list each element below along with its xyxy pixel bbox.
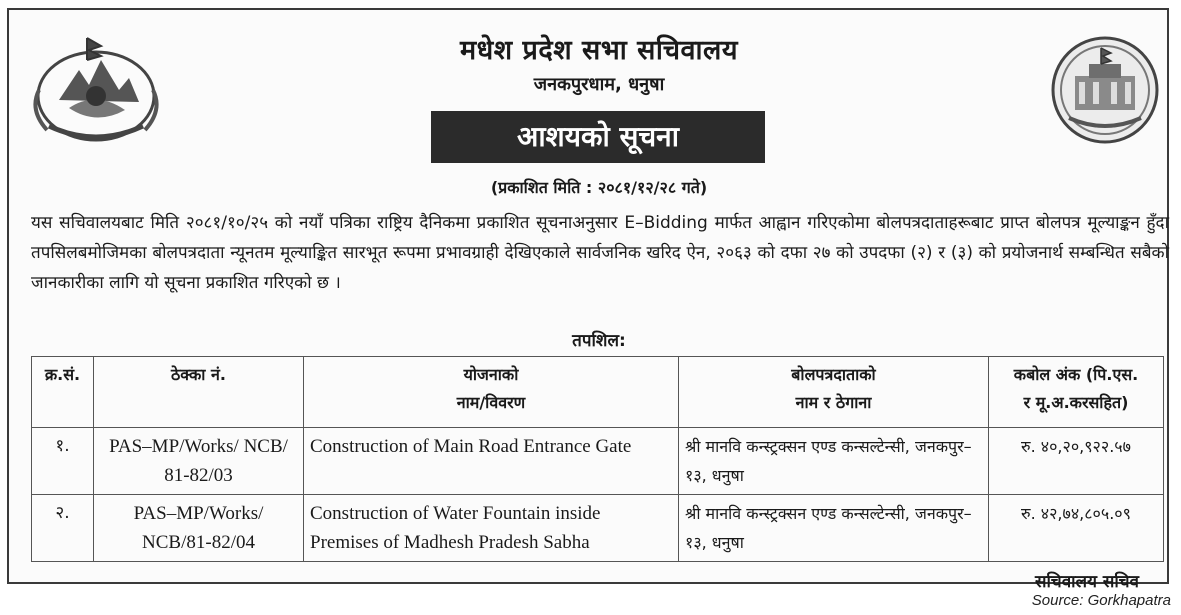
- cell-contract-no: PAS–MP/Works/ NCB/81-82/04: [94, 495, 304, 562]
- nepal-emblem-icon: [29, 30, 163, 148]
- table-header-row: [32, 357, 1164, 428]
- cell-project: Construction of Water Fountain inside Premises of Madhesh Pradesh Sabha: [304, 495, 679, 562]
- published-date: (प्रकाशित मिति : २०८१/१२/२८ गते): [490, 178, 708, 197]
- header-amount-line1: कबोल अंक (पि.एस.: [1013, 365, 1139, 384]
- header-amount-line2: र मू.अ.करसहित): [1023, 393, 1129, 412]
- table-row: [32, 495, 1164, 562]
- notice-body: [31, 208, 1169, 298]
- notice-paragraph: यस सचिवालयबाट मिति २०८१/१०/२५ को नयाँ पत्रिका राष्ट्रिय दैनिकमा प्रकाशित सूचनाअनुसार E–Bidding मार्फत आह्वान गरिएकोमा बोलपत्रदाताहरूबाट प्राप्त बोलपत्र मूल्याङ्कन हुँदा तपसिलबमोजिमका बोलपत्रदाता न्यूनतम मूल्याङ्कित सारभूत रूपमा प्रभावग्राही देखिएकाले सार्वजनिक खरिद ऐन, २०६३ को दफा २७ को उपदफा (२) र (३) को प्रयोजनार्थ सम्बन्धित सबैको जानकारीका लागि यो सूचना प्रकाशित गरिएको छ ।: [31, 213, 1169, 293]
- provincial-assembly-emblem-icon: [1049, 34, 1161, 146]
- cell-contract-no: PAS–MP/Works/ NCB/ 81-82/03: [94, 428, 304, 495]
- header-project-line1: योजनाको: [463, 365, 519, 384]
- cell-bidder: श्री मानवि कन्स्ट्रक्सन एण्ड कन्सल्टेन्सी, जनकपुर–१३, धनुषा: [679, 495, 989, 562]
- header-project-line2: नाम/विवरण: [456, 393, 526, 412]
- cell-sn: १.: [32, 428, 94, 495]
- notice-frame: [7, 8, 1169, 592]
- org-title: मधेश प्रदेश सभा सचिवालय: [460, 35, 738, 66]
- cell-bidder: श्री मानवि कन्स्ट्रक्सन एण्ड कन्सल्टेन्सी, जनकपुर–१३, धनुषा: [679, 428, 989, 495]
- cell-project: Construction of Main Road Entrance Gate: [304, 428, 679, 495]
- source-credit: Source: Gorkhapatra: [1031, 592, 1171, 609]
- cell-sn: २.: [32, 495, 94, 562]
- signature: सचिवालय सचिव: [1035, 572, 1139, 592]
- notice-title-banner: आशयको सूचना: [431, 111, 765, 163]
- table-row: [32, 428, 1164, 495]
- header-sn: क्र.सं.: [32, 357, 94, 428]
- header-project: [304, 357, 679, 428]
- cell-amount: रु. ४२,७४,८०५.०९: [989, 495, 1164, 562]
- header-bidder: [679, 357, 989, 428]
- header-bidder-line2: नाम र ठेगाना: [795, 393, 872, 412]
- org-address: जनकपुरधाम, धनुषा: [533, 74, 665, 95]
- bid-table: [31, 356, 1164, 562]
- details-heading: तपशिल:: [572, 331, 626, 351]
- cell-amount: रु. ४०,२०,९२२.५७: [989, 428, 1164, 495]
- header-bidder-line1: बोलपत्रदाताको: [791, 365, 876, 384]
- header-amount: [989, 357, 1164, 428]
- header-contract-no: ठेक्का नं.: [94, 357, 304, 428]
